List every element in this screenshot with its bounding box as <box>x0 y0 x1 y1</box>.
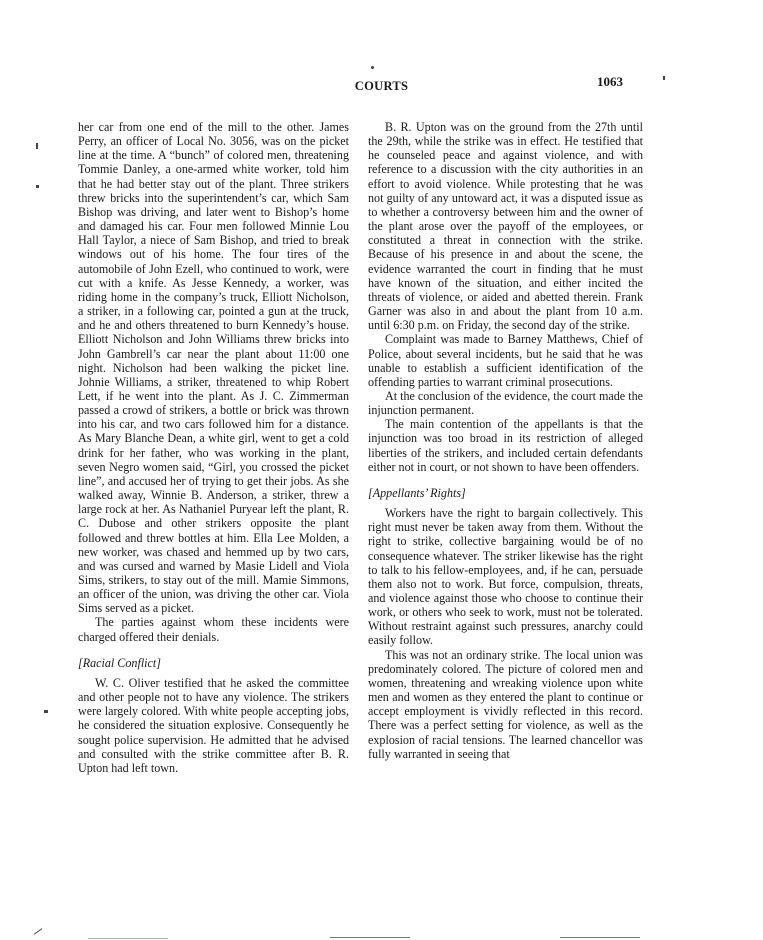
paragraph-workers-rights: Workers have the right to bargain collectively. This right must never be taken away from them. Without the right to strike, collective bargaining would be of no consequence whatever. The striker likewise has the right to talk to his fellow-employees, and, if he can, persuade them also not to work. But force, compulsion, threats, and violence against those who choose to continue their work, or others who seek to work, must not be tolerated. Without restraint against such pressures, anarchy could easily follow. <box>368 506 643 648</box>
paragraph-denials: The parties against whom these incidents were charged offered their denials. <box>78 615 349 644</box>
footer-artifact <box>88 938 168 939</box>
section-heading-racial-conflict: [Racial Conflict] <box>78 655 161 670</box>
scan-mark <box>36 143 38 149</box>
paragraph-police-complaint: Complaint was made to Barney Matthews, Chief of Police, about several incidents, but he said that he was unable to establish a sufficient identification of the offending parties to warrant criminal prosecutions. <box>368 332 643 389</box>
scan-mark <box>34 928 43 935</box>
scan-mark <box>371 66 374 69</box>
footer-artifact <box>330 937 410 938</box>
section-heading-appellants-rights: [Appellants’ Rights] <box>368 485 466 500</box>
paragraph-main-contention: The main contention of the appellants is that the injunction was too broad in its restriction of alleged liberties of the strikers, and included certain defendants either not in court, or not shown to have been offenders. <box>368 417 643 474</box>
scan-mark <box>663 76 665 80</box>
paragraph-upton-testimony: B. R. Upton was on the ground from the 27th until the 29th, while the strike was in effect. He testified that he counseled peace and against violence, and with reference to a discussion with the city authorities in an effort to avoid violence. While protesting that he was not guilty of any untoward act, it was a disputed issue as to whether a controversy between him and the owner of the plant arose over the payoff of the employees, or constituted a threat in connection with the strike. Because of his presence in and about the scene, the evidence warranted the court in finding that he must have known of the situation, and either incited the threats of violence, or aided and abetted therein. Frank Garner was also in and about the plant from 10 a.m. until 6:30 p.m. on Friday, the second day of the strike. <box>368 120 643 333</box>
scan-mark <box>44 710 48 713</box>
scan-mark <box>36 185 39 188</box>
paragraph-oliver-testimony: W. C. Oliver testified that he asked the committee and other people not to have any violence. The strikers were largely colored. With white people accepting jobs, he considered the situation explosive. Consequently he sought police supervision. He admitted that he advised and consulted with the strike committee after B. R. Upton had left town. <box>78 675 349 775</box>
paragraph-injunction: At the conclusion of the evidence, the court made the injunction permanent. <box>368 388 643 418</box>
right-column <box>368 120 643 761</box>
paragraph-not-ordinary-strike: This was not an ordinary strike. The local union was predominately colored. The picture of colored men and women, threatening and wreaking violence upon white men and women as they entered the plant to continue or accept employment is vividly reflected in this record. There was a perfect setting for violence, as well as the explosion of racial tensions. The learned chancellor was fully warranted in seeing that <box>368 647 643 761</box>
running-header-title: COURTS <box>354 79 409 93</box>
paragraph-incidents: her car from one end of the mill to the other. James Perry, an officer of Local No. 3056, was on the picket line at the time. A “bunch” of colored men, threatening Tommie Danley, a one-armed white worker, told him that he had better stay out of the plant. Three strikers threw bricks into the superintendent’s car, which Sam Bishop was driving, and later went to Bishop’s home and damaged his car. Four men followed Minnie Lou Hall Taylor, a niece of Sam Bishop, and tried to break windows out of his home. The four tires of the automobile of John Ezell, who continued to work, were cut with a knife. As Jesse Kennedy, a worker, was riding home in the company’s truck, Elliott Nicholson, a striker, in a following car, pointed a gun at the truck, and he and others threatened to burn Kennedy’s house. Elliott Nicholson and John Williams threw bricks into John Gambrell’s car near the plant about 11:00 one night. Nicholson had been walking the picket line. Johnie Williams, a striker, threatened to whip Robert Lett, if he went into the plant. As J. C. Zimmerman passed a crowd of strikers, a bottle or brick was thrown into his car, and two cars followed him for a distance. As Mary Blanche Dean, a white girl, went to get a cold drink for her father, who was working in the plant, seven Negro women said, “Girl, you crossed the picket line”, and accused her of trying to get their jobs. As she walked away, Winnie B. Anderson, a striker, threw a large rock at her. As Nathaniel Puryear left the plant, R. C. Dubose and other strikers opposite the plant followed and threw bottles at him. Ella Lee Molden, a new worker, was chased and hemmed up by two cars, and was cursed and warned by Masie Lidell and Viola Sims, strikers, to stay out of the mill. Mamie Simmons, an officer of the union, was driving the other car. Viola Sims served as a picket. <box>78 120 349 616</box>
page-number: 1063 <box>597 74 623 89</box>
left-column <box>78 120 349 775</box>
footer-artifact <box>560 937 640 938</box>
